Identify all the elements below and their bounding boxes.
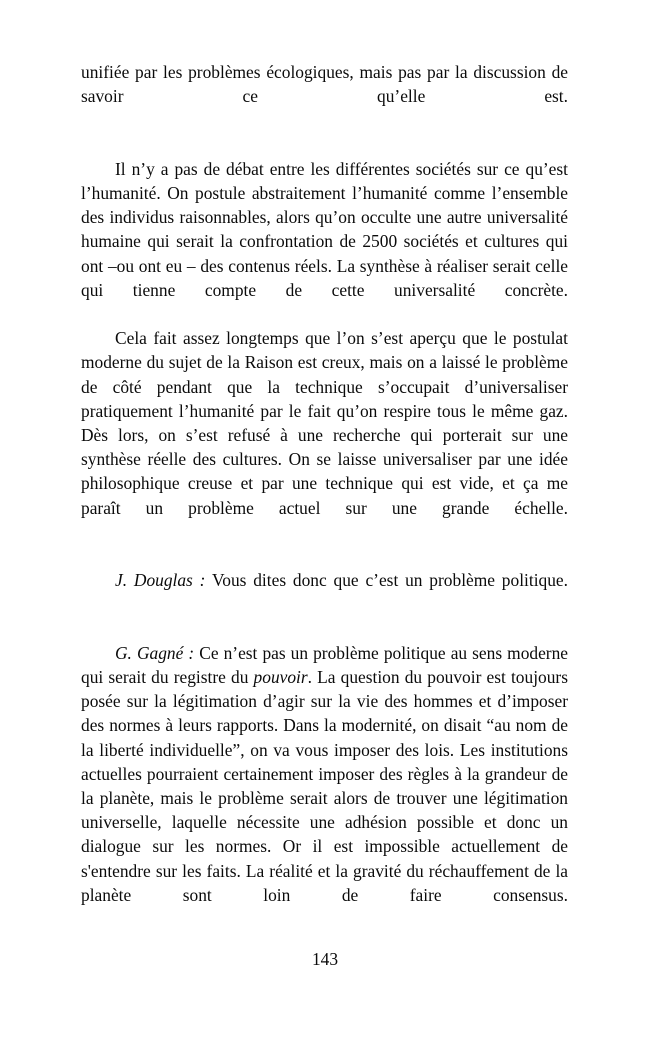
paragraph-continuation: unifiée par les problèmes écologiques, mais pas par la discussion de savoir ce qu’elle est.: [81, 62, 568, 107]
speaker-text-gagne-part1: Ce n’est pas un problème politique au sens moderne qui serait du registre du: [81, 642, 569, 688]
paragraph-speaker-douglas: [81, 568, 568, 616]
speaker-name-gagne: G. Gagné :: [115, 642, 195, 663]
page-number: 143: [311, 949, 339, 969]
emphasized-word-pouvoir: pouvoir: [253, 667, 308, 688]
paragraph-humanite: Il n’y a pas de débat entre les différentes sociétés sur ce qu’est l’humanité. On postule abstraitement l’humanité comme l’ensemble des individus raisonnables, alors qu’on occulte une autre universalité humaine qui serait la confrontation de 2500 sociétés et cultures qui ont –ou ont eu – des contenus réels. La synthèse à réaliser serait celle qui tienne compte de cette universalité concrète.: [81, 158, 568, 300]
speaker-text-gagne-part2: . La question du pouvoir est toujours posée sur la légitimation d’agir sur la vie des hommes et d’imposer des normes à leurs rapports. Dans la modernité, on disait “au nom de la liberté individuelle”, on va vous imposer des lois. Les institutions actuelles pourraient certainement imposer des règles à la grandeur de la planète, mais le problème serait alors de trouver une légitimation universelle, laquelle nécessite une adhésion possible et donc un dialogue sur les normes. Or il est impossible actuellement de s'entendre sur les faits. La réalité et la gravité du réchauffement de la planète sont loin de faire consensus.: [81, 667, 568, 905]
paragraph-speaker-gagne: [81, 641, 568, 931]
speaker-text-douglas: Vous dites donc que c’est un problème politique.: [205, 570, 568, 591]
speaker-name-douglas: J. Douglas :: [115, 570, 206, 591]
text-column: [81, 60, 568, 931]
paragraph-raison: Cela fait assez longtemps que l’on s’est aperçu que le postulat moderne du sujet de la Raison est creux, mais on a laissé le problème de côté pendant que la technique s’occupait d’universaliser pratiquement l’humanité par le fait qu’on respire tous le même gaz. Dès lors, on s’est refusé à une recherche qui porterait sur une synthèse réelle des cultures. On se laisse universaliser par une idée philosophique creuse et par une technique qui est vide, et ça me paraît un problème actuel sur une grande échelle.: [81, 328, 568, 518]
